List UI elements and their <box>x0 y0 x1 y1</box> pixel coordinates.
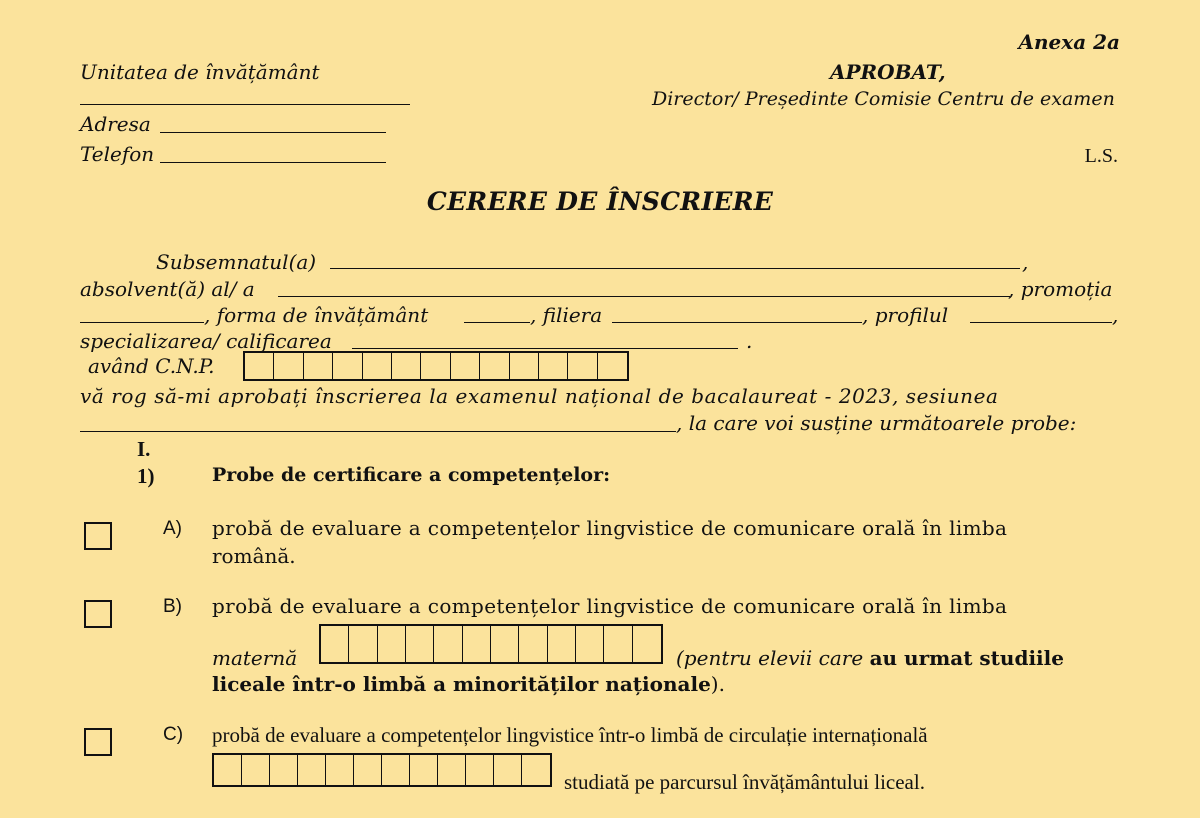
option-c-checkbox[interactable] <box>84 728 112 756</box>
comma-2: , <box>1112 303 1119 327</box>
request-text-line1: vă rog să-mi aprobați înscrierea la examenul național de bacalaureat - 2023, sesiunea <box>80 384 999 408</box>
option-b-checkbox[interactable] <box>84 600 112 628</box>
director-label: Director/ Președinte Comisie Centru de examen <box>652 88 1115 110</box>
phone-field[interactable] <box>160 162 386 163</box>
option-b-note-start: (pentru elevii care <box>676 646 870 670</box>
section-heading: Probe de certificare a competențelor: <box>212 464 611 486</box>
specializarea-field[interactable] <box>352 348 738 349</box>
period: . <box>746 329 753 353</box>
option-c-letter: C) <box>163 724 184 745</box>
filiera-field[interactable] <box>612 322 862 323</box>
subsemnatul-label: Subsemnatul(a) <box>156 250 317 274</box>
forma-label: , forma de învățământ <box>204 303 429 327</box>
section-roman-numeral: I. <box>137 437 151 461</box>
option-c-text-line2: studiată pe parcursul învățământului liceal. <box>564 770 925 794</box>
absolvent-label: absolvent(ă) al/ a <box>80 277 255 301</box>
school-label: Unitatea de învățământ <box>80 60 320 84</box>
filiera-label: , filiera <box>530 303 603 327</box>
session-field[interactable] <box>80 431 676 432</box>
promotia-label: , promoția <box>1008 277 1113 301</box>
phone-label: Telefon <box>80 142 155 166</box>
option-b-note <box>676 646 1064 670</box>
mother-tongue-input-boxes[interactable] <box>319 624 663 664</box>
comma-1: , <box>1022 250 1029 274</box>
name-field[interactable] <box>330 268 1020 269</box>
address-label: Adresa <box>80 112 151 136</box>
cnp-label: având C.N.P. <box>88 354 215 378</box>
option-b-text-line1: probă de evaluare a competențelor lingvistice de comunicare orală în limba <box>212 594 1008 618</box>
specializarea-label: specializarea/ calificarea <box>80 329 332 353</box>
annex-label: Anexa 2a <box>1018 30 1120 54</box>
page-title: CERERE DE ÎNSCRIERE <box>426 187 774 216</box>
forma-field[interactable] <box>464 322 530 323</box>
section-number: 1) <box>137 464 155 488</box>
foreign-language-input-boxes[interactable] <box>212 753 552 787</box>
option-c-text-line1: probă de evaluare a competențelor lingvistice într-o limbă de circulație internațională <box>212 723 928 747</box>
option-b-note-bold-line2: liceale într-o limbă a minorităților naționale <box>212 672 711 696</box>
address-field[interactable] <box>160 132 386 133</box>
ls-stamp-label: L.S. <box>1084 145 1118 167</box>
promotia-field[interactable] <box>80 322 204 323</box>
profilul-field[interactable] <box>970 322 1112 323</box>
option-a-text-line1: probă de evaluare a competențelor lingvistice de comunicare orală în limba <box>212 516 1008 540</box>
approved-label: APROBAT, <box>830 60 946 84</box>
request-text-line2: , la care voi susține următoarele probe: <box>676 411 1077 435</box>
option-b-note-end: ). <box>710 672 725 696</box>
cnp-input-boxes[interactable] <box>243 351 629 381</box>
option-b-note-line2 <box>212 672 725 696</box>
profilul-label: , profilul <box>862 303 949 327</box>
option-a-letter: A) <box>163 518 182 539</box>
option-a-checkbox[interactable] <box>84 522 112 550</box>
school-field[interactable] <box>80 104 410 105</box>
school-graduated-field[interactable] <box>278 296 1010 297</box>
option-b-letter: B) <box>163 596 182 617</box>
option-b-note-bold: au urmat studiile <box>869 646 1064 670</box>
option-a-text-line2: română. <box>212 544 296 568</box>
option-b-materna-label: maternă <box>212 646 298 670</box>
